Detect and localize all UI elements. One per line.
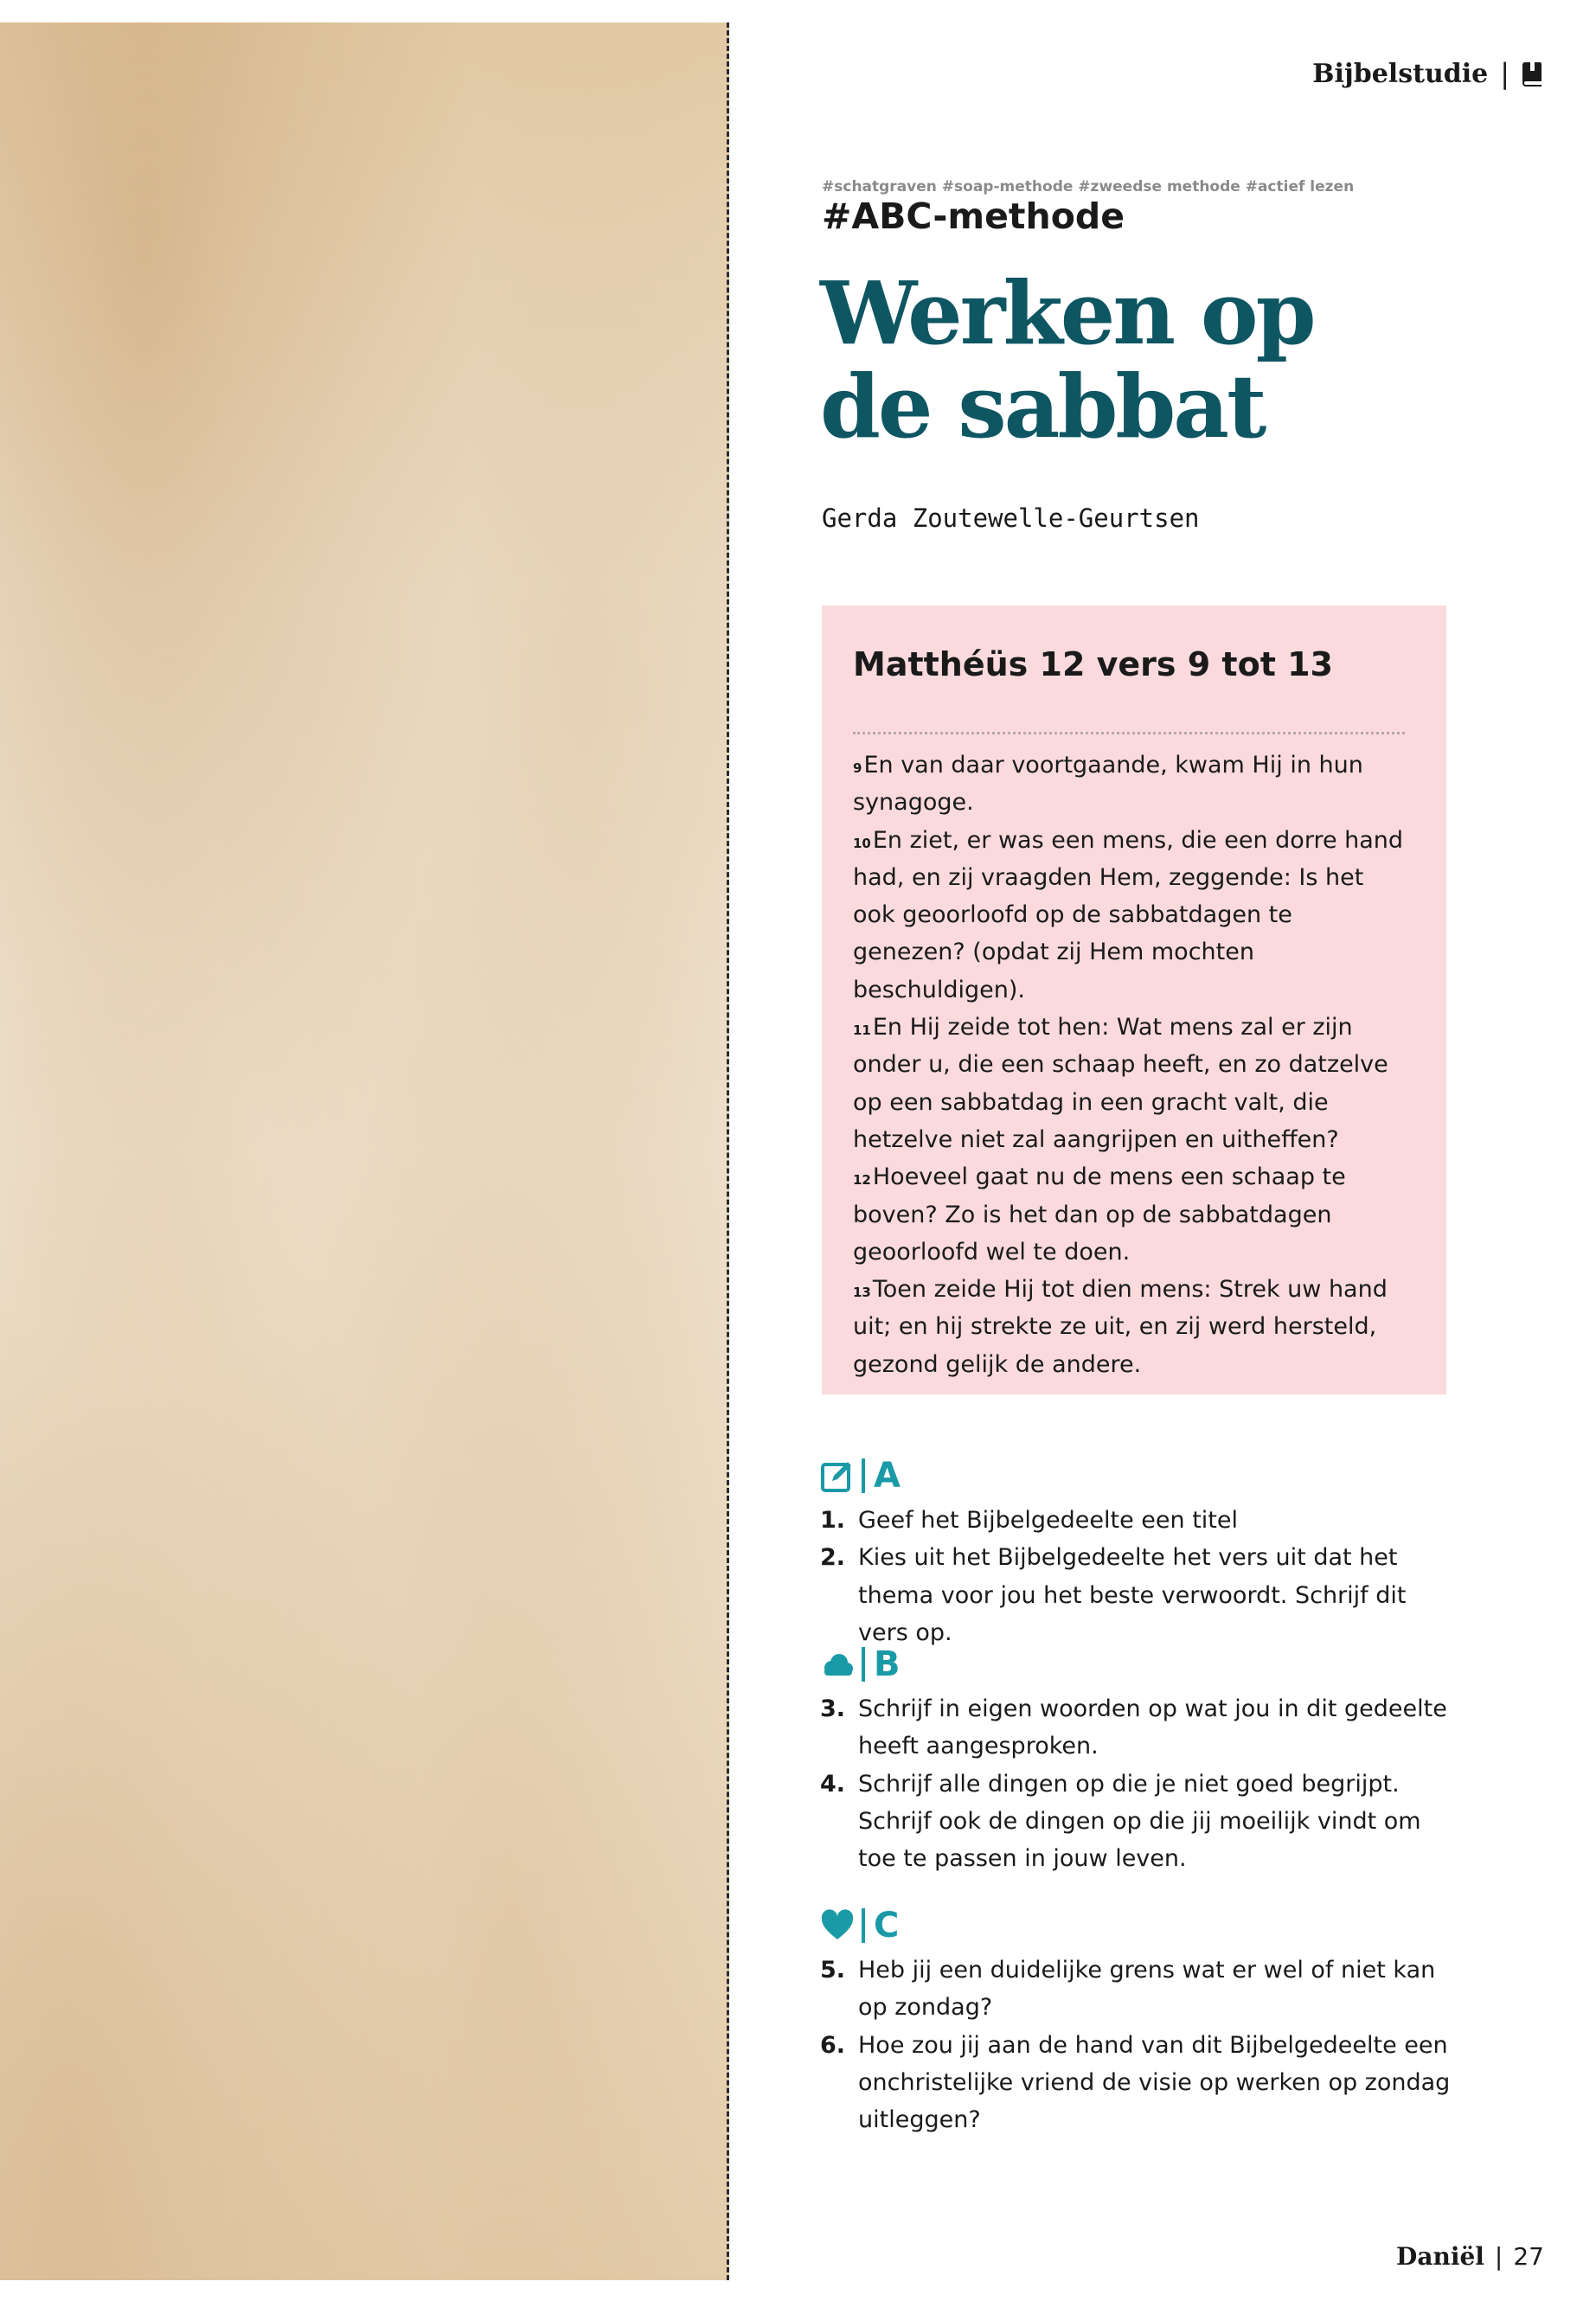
question-list: [820, 1952, 1460, 2138]
question-text: Kies uit het Bijbelgedeelte het vers uit dat het thema voor jou het beste verwoordt. Schrijf dit vers op.: [858, 1544, 1407, 1646]
section-letter: C: [874, 1906, 900, 1945]
title-line-1: Werken op: [820, 262, 1314, 364]
verse: [853, 822, 1405, 1009]
verse: [853, 1009, 1405, 1158]
question-item: [820, 2027, 1460, 2139]
section-divider-bar: [862, 1458, 865, 1493]
paper-texture-image: [0, 22, 729, 2280]
verse-number: 11: [853, 1022, 871, 1039]
question-text: Schrijf alle dingen op die je niet goed begrijpt. Schrijf ook de dingen op die jij moeilijk vindt om toe te passen in jouw leven.: [858, 1770, 1421, 1873]
author-byline: Gerda Zoutewelle-Geurtsen: [822, 503, 1200, 533]
question-list: [820, 1502, 1460, 1651]
verse-number: 9: [853, 760, 862, 776]
section-a-heading: [820, 1453, 1460, 1498]
verse-number: 10: [853, 835, 871, 851]
scripture-box: [822, 606, 1446, 1394]
scripture-verses: [853, 747, 1405, 1383]
edit-icon: [820, 1458, 855, 1493]
question-item: [820, 1952, 1460, 2027]
question-text: Heb jij een duidelijke grens wat er wel of niet kan op zondag?: [858, 1957, 1436, 2022]
page-footer: [1396, 2242, 1544, 2271]
question-text: Schrijf in eigen woorden op wat jou in dit gedeelte heeft aangesproken.: [858, 1695, 1447, 1760]
question-item: [820, 1539, 1460, 1651]
magazine-name: Daniël: [1396, 2242, 1484, 2271]
running-header: [1312, 57, 1544, 90]
verse: [853, 1271, 1405, 1383]
header-separator: |: [1500, 57, 1509, 90]
question-item: [820, 1690, 1460, 1766]
verse-text: Toen zeide Hij tot dien mens: Strek uw hand uit; en hij strekte ze uit, en zij werd hersteld, gezond gelijk de andere.: [853, 1276, 1388, 1378]
section-divider-bar: [862, 1908, 865, 1943]
question-number: 2.: [820, 1544, 846, 1572]
method-subheading: #ABC-methode: [822, 195, 1125, 237]
verse-number: 13: [853, 1285, 871, 1301]
question-number: 4.: [820, 1770, 846, 1798]
verse-number: 12: [853, 1172, 871, 1189]
section-b: [820, 1642, 1460, 1877]
verse-text: En van daar voortgaande, kwam Hij in hun synagoge.: [853, 752, 1363, 817]
title-line-2: de sabbat: [820, 356, 1265, 458]
question-number: 6.: [820, 2031, 846, 2059]
section-a: [820, 1453, 1460, 1651]
heart-icon: [820, 1908, 855, 1943]
cloud-icon: [820, 1647, 855, 1682]
hashtag-line: #schatgraven #soap-methode #zweedse methode #actief lezen: [822, 178, 1355, 195]
section-c-heading: [820, 1903, 1460, 1948]
section-divider-bar: [862, 1647, 865, 1682]
verse: [853, 1158, 1405, 1271]
section-label: Bijbelstudie: [1312, 58, 1489, 89]
article-title: [820, 262, 1529, 458]
section-c: [820, 1903, 1460, 2138]
scripture-reference: Matthéüs 12 vers 9 tot 13: [853, 645, 1333, 683]
section-letter: A: [874, 1456, 901, 1496]
question-number: 1.: [820, 1507, 846, 1534]
section-b-heading: [820, 1642, 1460, 1687]
verse-text: Hoeveel gaat nu de mens een schaap te boven? Zo is het dan op de sabbatdagen geoorloofd wel te doen.: [853, 1163, 1346, 1266]
question-text: Hoe zou jij aan de hand van dit Bijbelgedeelte een onchristelijke vriend de visie op werken op zondag uitleggen?: [858, 2031, 1451, 2134]
page-number: 27: [1513, 2242, 1544, 2271]
dashed-divider: [727, 22, 729, 2280]
question-number: 3.: [820, 1695, 846, 1722]
verse: [853, 747, 1405, 822]
verse-text: En ziet, er was een mens, die een dorre hand had, en zij vraagden Hem, zeggende: Is het ook geoorloofd op de sabbatdagen te genezen? (opdat zij Hem mochten beschuldigen).: [853, 826, 1404, 1003]
book-icon: [1522, 61, 1544, 87]
footer-separator: |: [1494, 2242, 1503, 2271]
question-list: [820, 1690, 1460, 1877]
question-item: [820, 1502, 1460, 1539]
dotted-rule: [853, 732, 1405, 734]
question-text: Geef het Bijbelgedeelte een titel: [858, 1507, 1239, 1534]
verse-text: En Hij zeide tot hen: Wat mens zal er zijn onder u, die een schaap heeft, en zo datzelve op een sabbatdag in een gracht valt, die hetzelve niet zal aangrijpen en uitheffen?: [853, 1014, 1388, 1153]
section-letter: B: [874, 1644, 901, 1684]
question-item: [820, 1766, 1460, 1878]
question-number: 5.: [820, 1957, 846, 1984]
